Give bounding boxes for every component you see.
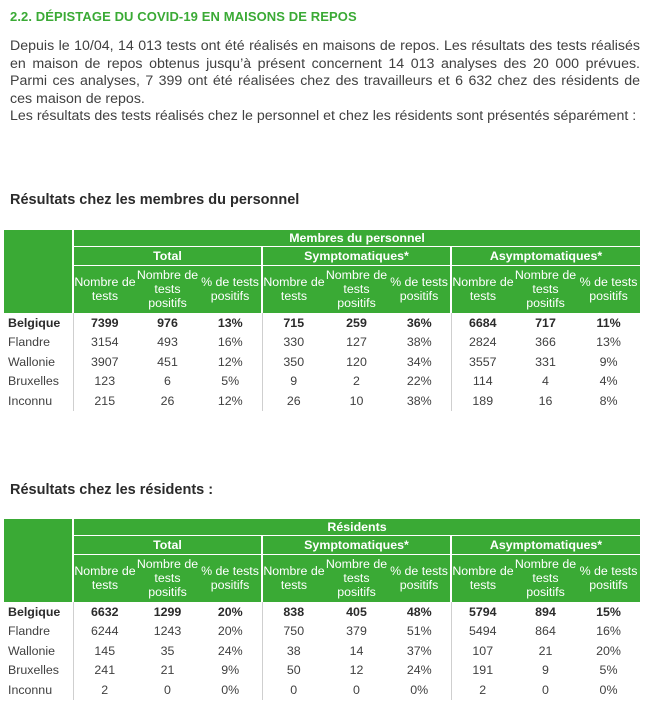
column-header: Nombre de tests positifs xyxy=(325,554,388,602)
table-row xyxy=(4,680,640,700)
table-cell: 7399 xyxy=(90,315,119,330)
table-cell: 37% xyxy=(388,641,451,661)
column-header: % de tests positifs xyxy=(388,265,451,313)
column-header: % de tests positifs xyxy=(199,554,262,602)
table-cell: 189 xyxy=(472,393,494,408)
table-cell: 2 xyxy=(479,682,487,697)
table-cell: 330 xyxy=(283,335,305,350)
table-cell: 13% xyxy=(596,335,621,350)
table-cell: 21 xyxy=(538,643,553,658)
table-cell: 51% xyxy=(388,622,451,642)
intro-paragraph-1: Depuis le 10/04, 14 013 tests ont été réalisés en maisons de repos. Les résultats des tests réalisés en maison de repos obtenus jusqu’à présent concernent 14 013 analyses des 20 000 prévues. Parmi ces analyses, 7 399 ont été réalisées chez des travailleurs et 6 632 chez des résidents de ces maison de repos. xyxy=(10,38,640,107)
table-cell: 215 xyxy=(94,393,116,408)
table-cell: 26 xyxy=(286,393,301,408)
intro-paragraph-2: Les résultats des tests réalisés chez le personnel et chez les résidents sont présentés séparément : xyxy=(10,108,637,125)
row-label: Belgique xyxy=(4,602,73,622)
row-label: Flandre xyxy=(4,622,73,642)
table-cell: 120 xyxy=(346,354,367,369)
table-cell: 3557 xyxy=(468,354,497,369)
group-header: Total xyxy=(73,246,262,265)
table-cell: 16% xyxy=(596,624,621,639)
table-row xyxy=(4,391,640,411)
table-cell: 241 xyxy=(94,663,116,678)
table-cell: 864 xyxy=(535,624,556,639)
table-cell: 0 xyxy=(542,682,549,697)
column-header: Nombre de tests positifs xyxy=(514,265,577,313)
table-row xyxy=(4,352,640,372)
table-cell: 24% xyxy=(388,661,451,681)
table-row xyxy=(4,372,640,392)
table-cell: 1299 xyxy=(153,604,182,619)
table-cell: 123 xyxy=(94,374,116,389)
table-cell: 2824 xyxy=(468,335,497,350)
row-label: Wallonie xyxy=(4,352,73,372)
table-cell: 379 xyxy=(346,624,367,639)
table-cell: 366 xyxy=(535,335,556,350)
table-cell: 114 xyxy=(472,374,493,389)
row-label: Inconnu xyxy=(4,391,73,411)
table-row xyxy=(4,602,640,622)
table-cell: 48% xyxy=(388,602,451,622)
table-corner xyxy=(4,230,73,313)
column-header: Nombre de tests positifs xyxy=(136,554,199,602)
column-header: Nombre de tests positifs xyxy=(325,265,388,313)
group-header: Asymptomatiques* xyxy=(451,535,640,554)
table-cell: 16% xyxy=(199,333,262,353)
table-cell: 12% xyxy=(199,352,262,372)
table-cell: 107 xyxy=(472,643,494,658)
table-cell: 259 xyxy=(346,315,367,330)
column-header: % de tests positifs xyxy=(388,554,451,602)
column-header: Nombre de tests xyxy=(451,265,514,313)
table-cell: 5% xyxy=(599,663,618,678)
staff-results-table xyxy=(4,230,640,411)
section-title: 2.2. DÉPISTAGE DU COVID-19 EN MAISONS DE REPOS xyxy=(10,9,357,24)
table-cell: 191 xyxy=(472,663,494,678)
row-label: Inconnu xyxy=(4,680,73,700)
table-cell: 38 xyxy=(286,643,301,658)
table-cell: 5494 xyxy=(468,624,497,639)
column-header: Nombre de tests positifs xyxy=(136,265,199,313)
table-row xyxy=(4,661,640,681)
column-header: % de tests positifs xyxy=(577,554,640,602)
resident-results-table xyxy=(4,519,640,700)
table-cell: 2 xyxy=(101,682,109,697)
table-cell: 3154 xyxy=(90,335,119,350)
column-header: Nombre de tests xyxy=(73,554,136,602)
table-cell: 24% xyxy=(199,641,262,661)
table-cell: 9 xyxy=(290,374,298,389)
table-cell: 2 xyxy=(353,374,360,389)
table-cell: 9 xyxy=(542,663,549,678)
column-header: Nombre de tests xyxy=(451,554,514,602)
table-cell: 22% xyxy=(388,372,451,392)
table-cell: 5% xyxy=(199,372,262,392)
table-row xyxy=(4,313,640,333)
row-label: Belgique xyxy=(4,313,73,333)
table-cell: 9% xyxy=(199,661,262,681)
table-cell: 36% xyxy=(388,313,451,333)
column-header: % de tests positifs xyxy=(199,265,262,313)
table-cell: 405 xyxy=(346,604,367,619)
table-row xyxy=(4,622,640,642)
table-cell: 50 xyxy=(286,663,301,678)
table-header: Membres du personnel xyxy=(73,230,640,246)
table-cell: 6632 xyxy=(90,604,119,619)
row-label: Bruxelles xyxy=(4,372,73,392)
column-header: Nombre de tests xyxy=(262,554,325,602)
table-cell: 493 xyxy=(157,335,178,350)
group-header: Total xyxy=(73,535,262,554)
table-cell: 12 xyxy=(349,663,364,678)
table-cell: 0% xyxy=(388,680,451,700)
table-cell: 3907 xyxy=(90,354,119,369)
table-cell: 5794 xyxy=(468,604,497,619)
table-cell: 0% xyxy=(599,682,618,697)
table-cell: 6 xyxy=(164,374,171,389)
table-cell: 38% xyxy=(388,391,451,411)
group-header: Asymptomatiques* xyxy=(451,246,640,265)
table-cell: 34% xyxy=(388,352,451,372)
table-cell: 16 xyxy=(538,393,553,408)
table-cell: 976 xyxy=(157,315,178,330)
table-cell: 894 xyxy=(535,604,556,619)
table-cell: 4 xyxy=(542,374,549,389)
table-cell: 4% xyxy=(599,374,618,389)
table-cell: 20% xyxy=(199,622,262,642)
resident-results-title: Résultats chez les résidents : xyxy=(10,482,214,498)
table-cell: 12% xyxy=(199,391,262,411)
table-cell: 1243 xyxy=(153,624,182,639)
table-cell: 0 xyxy=(164,682,171,697)
table-cell: 750 xyxy=(283,624,305,639)
table-cell: 145 xyxy=(94,643,116,658)
table-cell: 331 xyxy=(535,354,556,369)
table-cell: 10 xyxy=(349,393,364,408)
table-cell: 350 xyxy=(283,354,305,369)
table-cell: 6244 xyxy=(90,624,119,639)
table-cell: 717 xyxy=(535,315,556,330)
table-cell: 8% xyxy=(599,393,618,408)
table-cell: 20% xyxy=(199,602,262,622)
table-cell: 13% xyxy=(199,313,262,333)
group-header: Symptomatiques* xyxy=(262,535,451,554)
table-cell: 35 xyxy=(160,643,175,658)
table-cell: 0 xyxy=(290,682,298,697)
intro-text xyxy=(10,38,640,126)
table-cell: 838 xyxy=(283,604,305,619)
staff-results-title: Résultats chez les membres du personnel xyxy=(10,192,300,208)
column-header: % de tests positifs xyxy=(577,265,640,313)
table-cell: 451 xyxy=(157,354,178,369)
table-cell: 38% xyxy=(388,333,451,353)
table-cell: 21 xyxy=(160,663,175,678)
row-label: Flandre xyxy=(4,333,73,353)
table-cell: 20% xyxy=(596,643,621,658)
group-header: Symptomatiques* xyxy=(262,246,451,265)
table-cell: 127 xyxy=(346,335,367,350)
table-cell: 6684 xyxy=(468,315,497,330)
row-label: Bruxelles xyxy=(4,661,73,681)
table-cell: 715 xyxy=(283,315,305,330)
table-cell: 0 xyxy=(353,682,360,697)
table-row xyxy=(4,333,640,353)
table-cell: 11% xyxy=(596,315,621,330)
table-cell: 15% xyxy=(596,604,621,619)
row-label: Wallonie xyxy=(4,641,73,661)
table-header: Résidents xyxy=(73,519,640,535)
column-header: Nombre de tests positifs xyxy=(514,554,577,602)
table-corner xyxy=(4,519,73,602)
column-header: Nombre de tests xyxy=(73,265,136,313)
table-cell: 26 xyxy=(160,393,175,408)
table-cell: 0% xyxy=(199,680,262,700)
table-cell: 9% xyxy=(599,354,618,369)
table-cell: 14 xyxy=(349,643,364,658)
column-header: Nombre de tests xyxy=(262,265,325,313)
table-row xyxy=(4,641,640,661)
